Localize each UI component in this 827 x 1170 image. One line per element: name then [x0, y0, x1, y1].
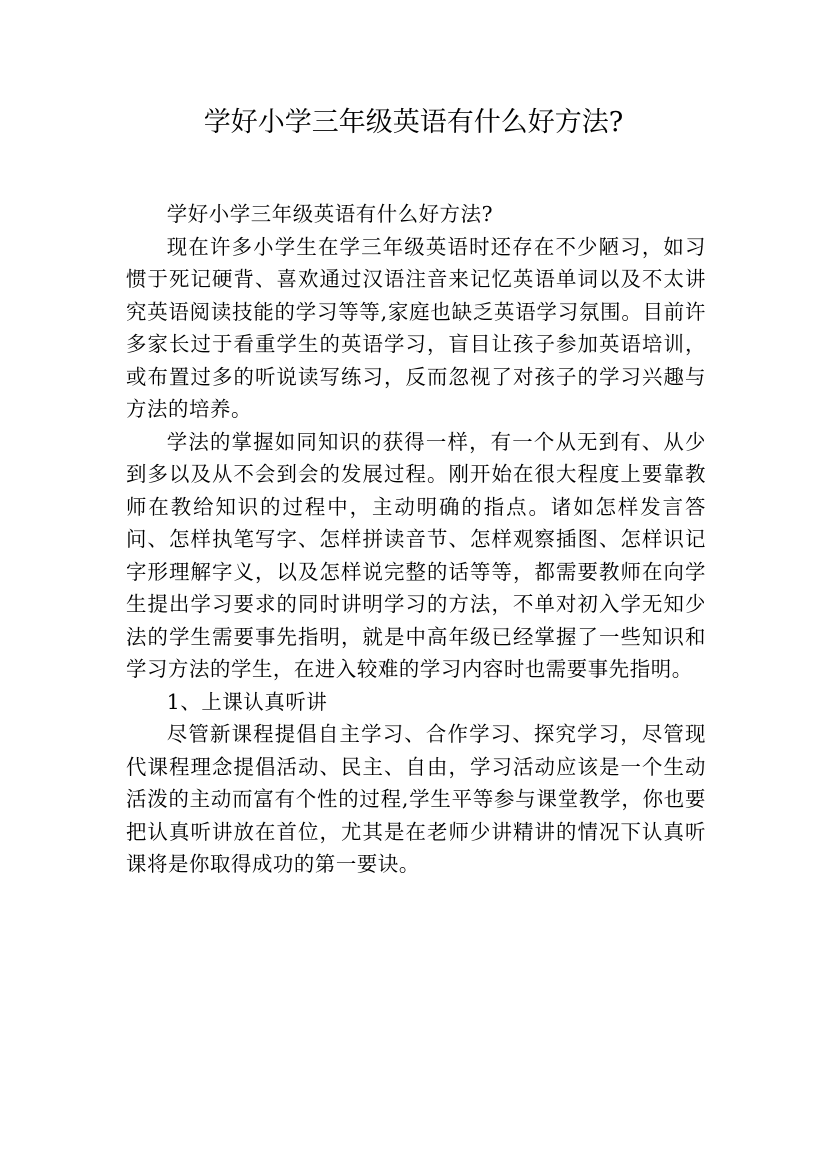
document-title: 学好小学三年级英语有什么好方法?: [203, 107, 624, 138]
paragraph-subtitle: 学好小学三年级英语有什么好方法?: [166, 202, 494, 226]
paragraph-method: 学法的掌握如同知识的获得一样，有一个从无到有、从少到多以及从不会到会的发展过程。刚开始在很大程度上要靠教师在教给知识的过程中，主动明确的指点。诸如怎样发言答问、怎样执笔写字、怎样拼读音节、怎样观察插图、怎样识记字形理解字义，以及怎样说完整的话等等，都需要教师在向学生提出学习要求的同时讲明学习的方法，不单对初入学无知少法的学生需要事先指明，就是中高年级已经掌握了一些知识和学习方法的学生，在进入较难的学习内容时也需要事先指明。: [126, 429, 706, 681]
document-body: [126, 198, 706, 881]
section-heading: 1、上课认真听讲: [166, 689, 328, 714]
paragraph-listening: 尽管新课程提倡自主学习、合作学习、探究学习，尽管现代课程理念提倡活动、民主、自由，学习活动应该是一个生动活泼的主动而富有个性的过程,学生平等参与课堂教学，你也要把认真听讲放在首位，尤其是在老师少讲精讲的情况下认真听课将是你取得成功的第一要诀。: [126, 722, 706, 876]
paragraph-intro: 现在许多小学生在学三年级英语时还存在不少陋习，如习惯于死记硬背、喜欢通过汉语注音来记忆英语单词以及不太讲究英语阅读技能的学习等等,家庭也缺乏英语学习氛围。目前许多家长过于看重学生的英语学习，盲目让孩子参加英语培训，或布置过多的听说读写练习，反而忽视了对孩子的学习兴趣与方法的培养。: [126, 234, 706, 421]
